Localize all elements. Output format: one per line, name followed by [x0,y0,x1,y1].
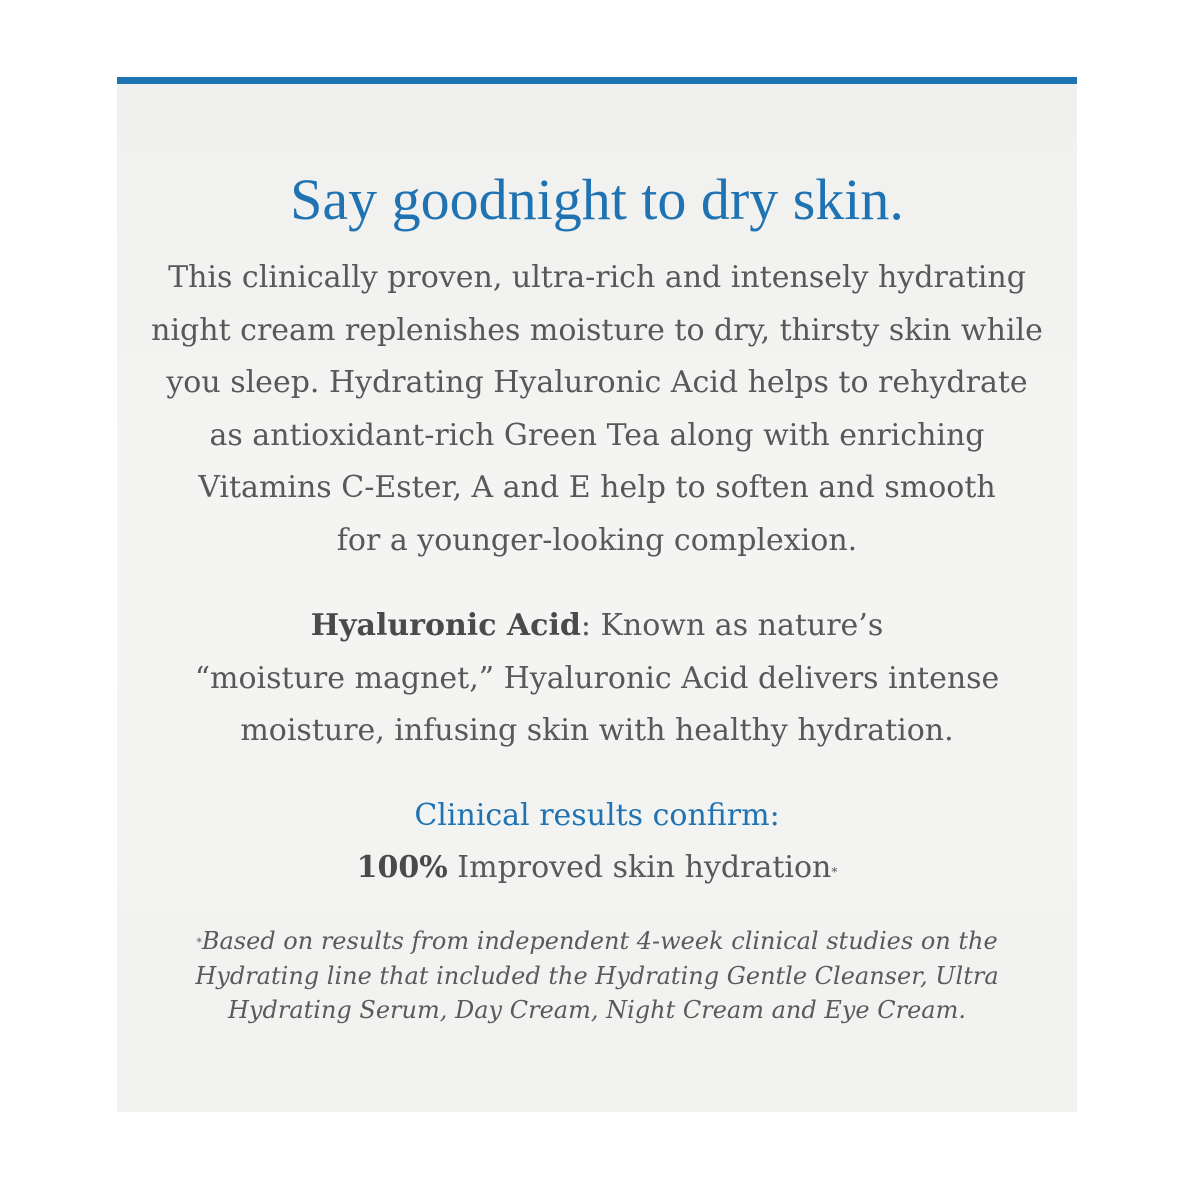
ingredient-line: moisture, infusing skin with healthy hydration. [240,713,954,748]
footnote-marker: * [831,865,838,879]
description-line: for a younger-looking complexion. [336,522,858,558]
clinical-stat: 100% [356,850,448,885]
ingredient-intro: : Known as nature’s [580,608,884,643]
footnote-marker: * [196,936,202,949]
clinical-stat-label: Improved skin hydration [447,850,832,885]
description-line: you sleep. Hydrating Hyaluronic Acid helps to rehydrate [166,365,1028,400]
ingredient-line: “moisture magnet,” Hyaluronic Acid delivers intense [194,660,1000,696]
product-info-panel [117,77,1077,1112]
ingredient-line [117,600,1077,653]
description-line: as antioxidant-rich Green Tea along with enriching [209,417,985,453]
clinical-footnote [117,924,1077,1028]
footnote-line: Hydrating line that included the Hydrating Gentle Cleanser, Ultra [195,961,999,990]
description-line: night cream replenishes moisture to dry, thirsty skin while [151,312,1043,348]
description-line: Vitamins C-Ester, A and E help to soften and smooth [198,470,996,505]
ingredient-name: Hyaluronic Acid [310,608,581,643]
accent-top-bar [117,77,1077,84]
product-description [117,252,1077,567]
clinical-result [117,842,1077,894]
ingredient-callout [117,600,1077,758]
description-line: This clinically proven, ultra-rich and intensely hydrating [168,260,1026,295]
clinical-results-heading: Clinical results confirm: [414,798,780,833]
footnote-line: Hydrating Serum, Day Cream, Night Cream and Eye Cream. [228,996,966,1024]
footnote-line [117,924,1077,959]
footnote-text: Based on results from independent 4-week clinical studies on the [201,927,998,955]
headline: Say goodnight to dry skin. [290,167,904,232]
